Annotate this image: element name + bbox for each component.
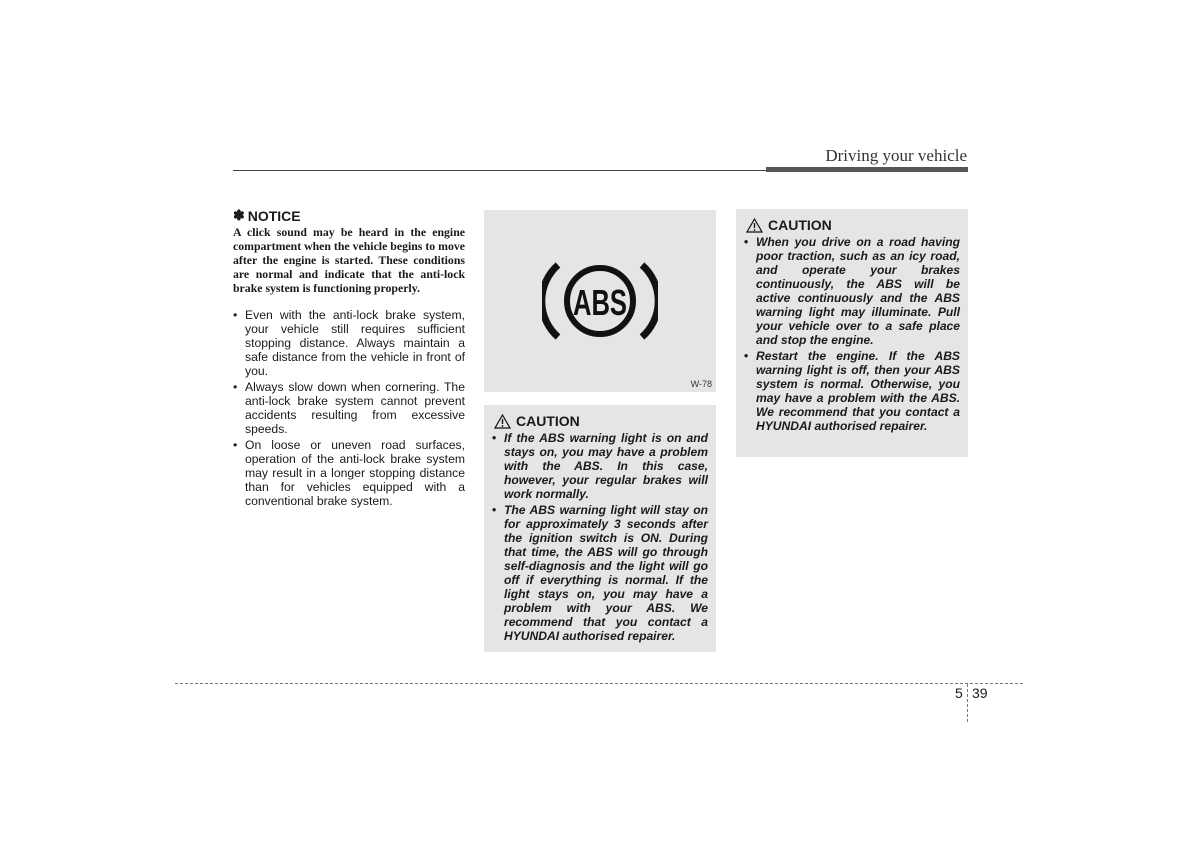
list-item: • Even with the anti-lock brake system, your vehicle still requires sufficient stopping distance. Always maintain a safe distance from the vehicle in front of you. [233, 308, 465, 378]
caution-box-right [736, 209, 968, 457]
notice-star-icon: ✽ [233, 207, 245, 223]
abs-icon-text: ABS [573, 282, 627, 323]
warning-triangle-icon [494, 414, 511, 429]
list-item: • The ABS warning light will stay on for approximately 3 seconds after the ignition switch is ON. During that time, the ABS will go through self-diagnosis and the light will go off if everything is normal. If the light stays on, you may have a problem with your ABS. We recommend that you contact a HYUNDAI authorised repairer. [492, 503, 708, 643]
caution-heading [746, 217, 960, 233]
list-item: • If the ABS warning light is on and stays on, you may have a problem with the ABS. In this case, however, your regular brakes will work normally. [492, 431, 708, 501]
bullet-list [233, 308, 465, 508]
caution-title: CAUTION [516, 413, 580, 429]
caution-heading [494, 413, 708, 429]
header-bar [766, 167, 968, 172]
page-number: 39 [972, 685, 988, 701]
header-title: Driving your vehicle [825, 146, 967, 165]
caution-box-middle [484, 405, 716, 652]
caution-list [492, 431, 708, 643]
caution-list [744, 235, 960, 433]
footer-rule [175, 683, 1023, 684]
list-item: • Restart the engine. If the ABS warning light is off, then your ABS system is normal. Otherwise, you may have a problem with the ABS. We recommend that you contact a HYUNDAI authorised repairer. [744, 349, 960, 433]
list-item: • Always slow down when cornering. The anti-lock brake system cannot prevent accidents resulting from excessive speeds. [233, 380, 465, 436]
footer-divider [967, 684, 968, 722]
abs-warning-light-icon [542, 253, 658, 349]
notice-title: NOTICE [247, 207, 301, 224]
notice-heading [233, 207, 465, 224]
list-item: • When you drive on a road having poor traction, such as an icy road, and operate your brakes continuously, the ABS will be active continuously and the ABS warning light may illuminate. Pull your vehicle over to a safe place and stop the engine. [744, 235, 960, 347]
figure-label: W-78 [690, 379, 712, 389]
list-item: • On loose or uneven road surfaces, operation of the anti-lock brake system may result in a longer stopping distance than for vehicles equipped with a conventional brake system. [233, 438, 465, 508]
caution-title: CAUTION [768, 217, 832, 233]
section-number: 5 [955, 685, 963, 701]
left-column [233, 207, 465, 510]
abs-figure [484, 210, 716, 392]
warning-triangle-icon [746, 218, 763, 233]
notice-body: A click sound may be heard in the engine compartment when the vehicle begins to move after the engine is started. These conditions are normal and indicate that the anti-lock brake system is functioning properly. [233, 225, 465, 295]
header-rule [233, 170, 766, 171]
